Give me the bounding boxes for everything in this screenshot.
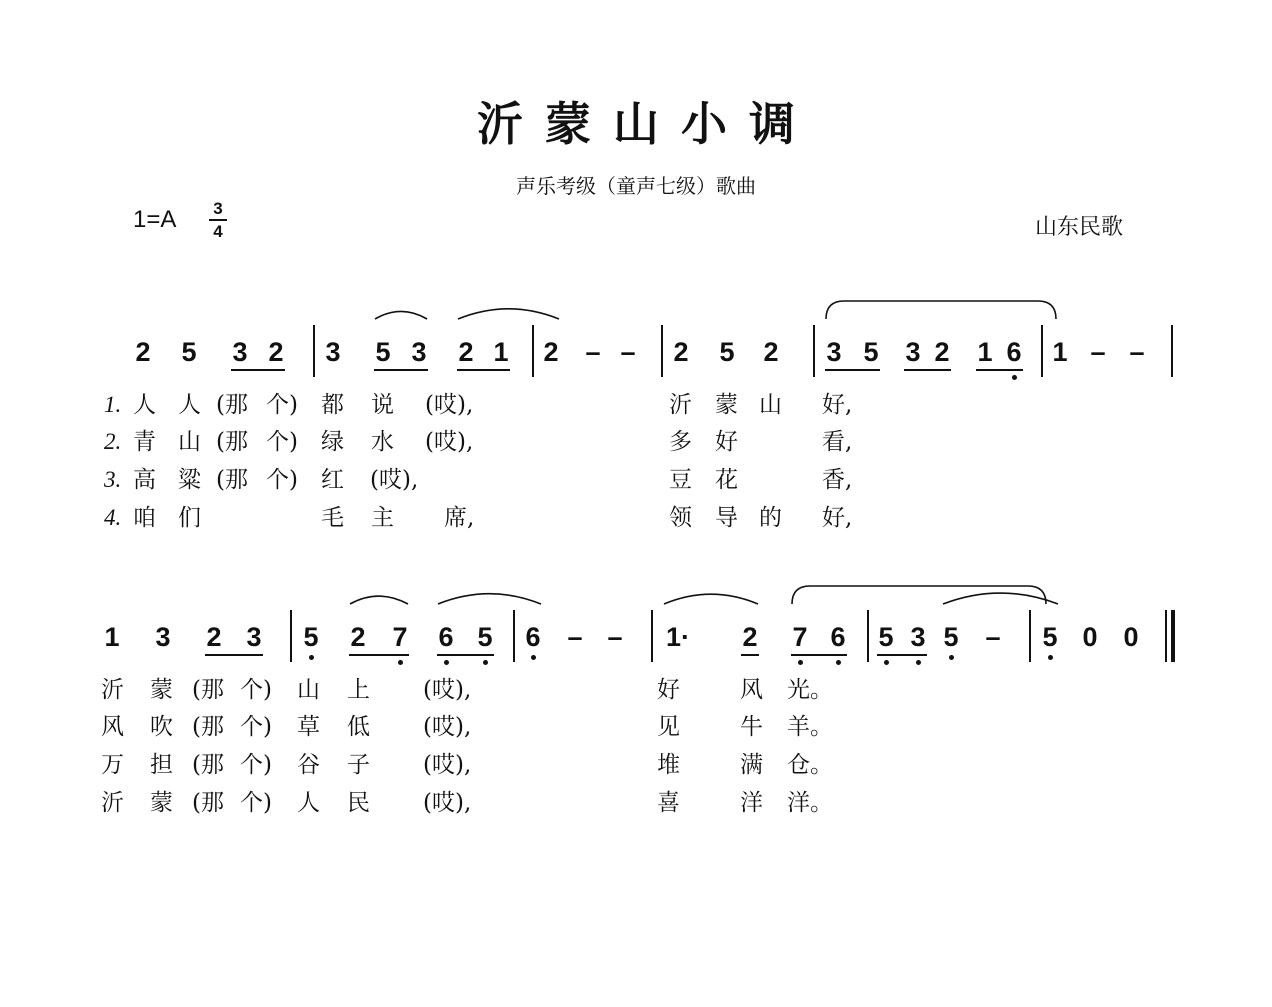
dash-note: – (607, 622, 623, 652)
lyric-syllable: 牛 (740, 714, 763, 740)
lyric-syllable: (哎), (425, 392, 474, 418)
lyric-syllable: 好, (822, 505, 853, 531)
lyric-syllable: 个) (266, 429, 298, 455)
lyric-syllable: 风 (740, 677, 763, 703)
lyric-syllable: 担 (150, 752, 173, 778)
slur (438, 594, 541, 604)
lyric-syllable: 人 (178, 392, 201, 418)
note: 1 (977, 337, 993, 367)
lyric-syllable: 子 (347, 752, 370, 778)
key-signature: 1=A (133, 206, 177, 233)
lyric-syllable: 个) (240, 677, 272, 703)
dash-note: – (567, 622, 583, 652)
note: 1 (1052, 337, 1068, 367)
note: 5 (375, 337, 391, 367)
note: 3 (826, 337, 842, 367)
note: 2 (268, 337, 284, 367)
lyric-syllable: (哎), (423, 677, 472, 703)
note: 5 (181, 337, 197, 367)
note: 5 (477, 622, 493, 652)
lyric-syllable: 堆 (657, 752, 680, 778)
lyric-syllable: 山 (759, 392, 782, 418)
lyric-syllable: 吹 (150, 714, 173, 740)
lyric-syllable: (那 (192, 714, 224, 740)
song-title: 沂蒙山小调 (477, 97, 817, 151)
dash-note: – (585, 337, 601, 367)
lyric-syllable: 席, (444, 505, 475, 531)
lyric-syllable: 好 (715, 429, 738, 455)
lyric-syllable: 蒙 (150, 790, 173, 816)
note: 3 (232, 337, 248, 367)
note: 0 (1123, 622, 1139, 652)
dash-note: – (1129, 337, 1145, 367)
note: 7 (792, 622, 808, 652)
lyric-syllable: 咱 (133, 505, 156, 531)
note: 2 (673, 337, 689, 367)
note: 3 (905, 337, 921, 367)
time-signature-top: 3 (213, 199, 223, 218)
lyric-syllable: 香, (822, 467, 853, 493)
note: 1 (104, 622, 120, 652)
lyric-syllable: 见 (657, 714, 680, 740)
lyric-syllable: 沂 (101, 790, 124, 816)
lyric-syllable: 洋。 (787, 790, 833, 816)
lyric-syllable: 谷 (297, 752, 320, 778)
note: 2 (206, 622, 222, 652)
note: 3 (246, 622, 262, 652)
note: 2 (350, 622, 366, 652)
lyric-syllable: 领 (669, 505, 692, 531)
lyric-syllable: 人 (297, 790, 320, 816)
lyric-syllable: 沂 (101, 677, 124, 703)
lyric-syllable: (哎), (425, 429, 474, 455)
note: 5 (1042, 622, 1058, 652)
lyric-syllable: 人 (133, 392, 156, 418)
note: 1· (665, 622, 691, 652)
slur (350, 596, 408, 604)
lyric-syllable: 看, (822, 429, 853, 455)
note: 2 (135, 337, 151, 367)
note: 5 (943, 622, 959, 652)
lyric-syllable: 青 (133, 429, 156, 455)
song-subtitle: 声乐考级（童声七级）歌曲 (516, 174, 756, 198)
lyric-syllable: (那 (216, 392, 248, 418)
note: 3 (411, 337, 427, 367)
slur (943, 593, 1058, 604)
lyric-syllable: 水 (371, 429, 394, 455)
verse-number: 1. (104, 392, 122, 417)
note: 2 (458, 337, 474, 367)
note: 5 (863, 337, 879, 367)
note: 2 (763, 337, 779, 367)
composer-credit: 山东民歌 (1035, 215, 1124, 240)
lyric-syllable: (那 (216, 429, 248, 455)
lyric-syllable: 低 (347, 714, 370, 740)
lyric-syllable: 豆 (669, 467, 692, 493)
note: 5 (719, 337, 735, 367)
lyric-syllable: (那 (192, 677, 224, 703)
lyric-syllable: 草 (297, 714, 320, 740)
lyric-syllable: (哎), (423, 790, 472, 816)
note: 0 (1082, 622, 1098, 652)
note: 7 (392, 622, 408, 652)
verse-number: 4. (104, 505, 122, 530)
lyric-syllable: (那 (192, 790, 224, 816)
lyric-syllable: 们 (178, 505, 201, 531)
lyric-syllable: 个) (266, 467, 298, 493)
lyric-syllable: 光。 (787, 677, 833, 703)
lyric-syllable: 民 (347, 790, 370, 816)
lyric-syllable: 好 (657, 677, 680, 703)
lyric-syllable: 沂 (669, 392, 692, 418)
note: 2 (543, 337, 559, 367)
note: 5 (303, 622, 319, 652)
lyric-syllable: (哎), (370, 467, 419, 493)
lyric-syllable: 好, (822, 392, 853, 418)
note: 1 (493, 337, 509, 367)
lyric-syllable: 个) (240, 752, 272, 778)
lyric-syllable: 主 (371, 505, 394, 531)
lyric-syllable: 仓。 (787, 752, 833, 778)
note: 3 (155, 622, 171, 652)
lyric-syllable: 洋 (740, 790, 763, 816)
slur (792, 586, 1046, 604)
lyric-syllable: (哎), (423, 752, 472, 778)
lyric-syllable: 多 (669, 429, 692, 455)
lyric-syllable: 风 (101, 714, 124, 740)
lyric-syllable: 粱 (178, 467, 201, 493)
lyric-syllable: 都 (321, 392, 344, 418)
lyric-syllable: 高 (133, 467, 156, 493)
note: 6 (438, 622, 454, 652)
lyric-syllable: 的 (759, 505, 782, 531)
dash-note: – (1090, 337, 1106, 367)
lyric-syllable: 喜 (657, 790, 680, 816)
lyric-syllable: 个) (240, 714, 272, 740)
lyric-syllable: 万 (101, 752, 124, 778)
lyric-syllable: 说 (371, 392, 394, 418)
lyric-syllable: 蒙 (715, 392, 738, 418)
lyric-syllable: 山 (178, 429, 201, 455)
note: 2 (742, 622, 758, 652)
lyric-syllable: 花 (715, 467, 738, 493)
note: 3 (910, 622, 926, 652)
verse-number: 3. (104, 467, 122, 492)
slur (375, 311, 427, 319)
note: 6 (1006, 337, 1022, 367)
slur (664, 594, 758, 604)
lyric-syllable: (那 (192, 752, 224, 778)
lyric-syllable: 上 (347, 677, 370, 703)
lyric-syllable: 红 (321, 467, 344, 493)
lyric-syllable: 蒙 (150, 677, 173, 703)
slur (458, 309, 559, 319)
lyric-syllable: 羊。 (787, 714, 833, 740)
lyric-syllable: 个) (240, 790, 272, 816)
lyric-syllable: 个) (266, 392, 298, 418)
lyric-syllable: 导 (715, 505, 738, 531)
note: 6 (830, 622, 846, 652)
note: 2 (934, 337, 950, 367)
dash-note: – (620, 337, 636, 367)
slur (826, 301, 1056, 319)
lyric-syllable: 绿 (321, 429, 344, 455)
note: 6 (525, 622, 541, 652)
lyric-syllable: (那 (216, 467, 248, 493)
lyric-syllable: (哎), (423, 714, 472, 740)
lyric-syllable: 满 (740, 752, 763, 778)
lyric-syllable: 毛 (321, 505, 344, 531)
note: 3 (325, 337, 341, 367)
verse-number: 2. (104, 429, 122, 454)
dash-note: – (985, 622, 1001, 652)
time-signature-bottom: 4 (213, 222, 223, 241)
note: 5 (878, 622, 894, 652)
lyric-syllable: 山 (297, 677, 320, 703)
